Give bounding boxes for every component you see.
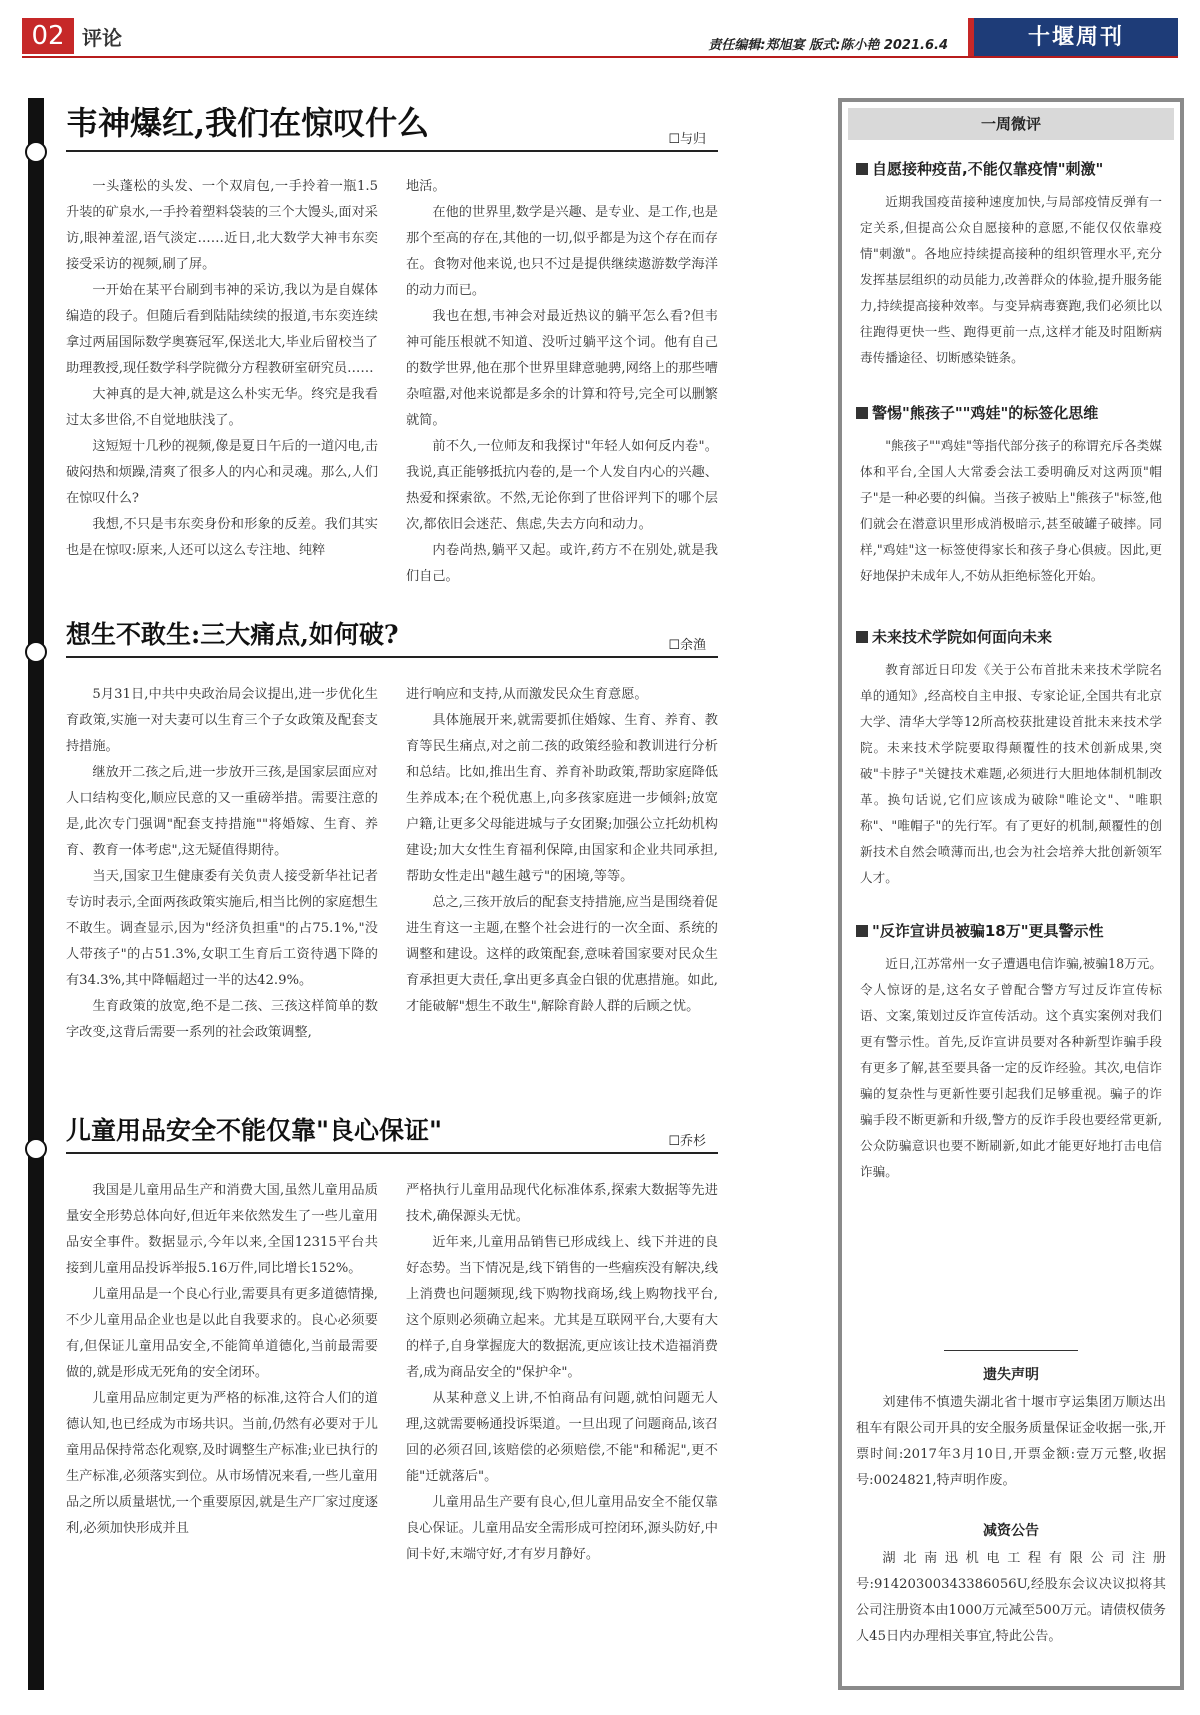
- paragraph: 大神真的是大神,就是这么朴实无华。终究是我看过太多世俗,不自觉地肤浅了。: [66, 387, 378, 428]
- paragraph: 进行响应和支持,从而激发民众生育意愿。: [406, 687, 648, 702]
- paragraph: 地活。: [406, 179, 446, 194]
- paragraph: 总之,三孩开放后的配套支持措施,应当是围绕着促进生育这一主题,在整个社会进行的一次全面、系统的调整和建设。这样的政策配套,意味着国家要对民众生育承担更大责任,拿出更多真金白银的优惠措施。如此,才能破解"想生不敢生",解除育龄人群的后顾之忧。: [406, 895, 718, 1014]
- notice-heading: 遗失声明: [983, 1367, 1039, 1383]
- sidebar-divider: [944, 1350, 1078, 1351]
- rail-dot: [25, 141, 47, 163]
- commentary-text: 近期我国疫苗接种速度加快,与局部疫情反弹有一定关系,但提高公众自愿接种的意愿,不能仅仅依靠疫情"刺激"。各地应持续提高接种的组织管理水平,充分发挥基层组织的动员能力,改善群众的体验,提升服务能力,持续提高接种效率。与变异病毒赛跑,我们必须比以往跑得更快一些、跑得更前一点,这样才能及时阻断病毒传播途径、切断感染链条。: [860, 194, 1162, 365]
- rail-dot: [25, 641, 47, 663]
- article-title: 想生不敢生:三大痛点,如何破?: [66, 620, 399, 649]
- paragraph: 儿童用品是一个良心行业,需要具有更多道德情操,不少儿童用品企业也是以此自我要求的。良心必须要有,但保证儿童用品安全,不能简单道德化,当前最需要做的,就是形成无死角的安全闭环。: [66, 1287, 378, 1380]
- left-rail: [28, 98, 44, 1690]
- article-title: 韦神爆红,我们在惊叹什么: [66, 104, 430, 142]
- notice-text: 刘建伟不慎遗失湖北省十堰市亨运集团万顺达出租车有限公司开具的安全服务质量保证金收据一张,开票时间:2017年3月10日,开票金额:壹万元整,收据号:0024821,特声明作废。: [856, 1395, 1166, 1488]
- title-rule: [66, 656, 718, 658]
- article-column-right: [406, 1178, 718, 1568]
- paragraph: 儿童用品应制定更为严格的标准,这符合人们的道德认知,也已经成为市场共识。当前,仍然有必要对于儿童用品保持常态化观察,及时调整生产标准;业已执行的生产标准,必须落实到位。从市场情况来看,一些儿童用品之所以质量堪忧,一个重要原因,就是生产厂家过度逐利,必须加快形成并且: [66, 1391, 378, 1536]
- masthead-logo: 十堰周刊: [968, 18, 1178, 56]
- square-bullet-icon: [856, 407, 868, 419]
- paragraph: 一开始在某平台刷到韦神的采访,我以为是自媒体编造的段子。但随后看到陆陆续续的报道,韦东奕连续拿过两届国际数学奥赛冠军,保送北大,毕业后留校当了助理教授,现任数学科学院微分方程教研室研究员……: [66, 283, 378, 376]
- article-wei-shen: [66, 104, 718, 584]
- commentary-heading: 警惕"熊孩子""鸡娃"的标签化思维: [856, 402, 1166, 423]
- title-rule: [66, 1152, 718, 1154]
- paragraph: 继放开二孩之后,进一步放开三孩,是国家层面应对人口结构变化,顺应民意的又一重磅举措。需要注意的是,此次专门强调"配套支持措施""将婚嫁、生育、养育、教育一体考虑",这无疑值得期待。: [66, 765, 378, 858]
- article-column-right: [406, 174, 718, 590]
- commentary-text: "熊孩子""鸡娃"等指代部分孩子的称谓充斥各类媒体和平台,全国人大常委会法工委明确反对这两顶"帽子"是一种必要的纠偏。当孩子被贴上"熊孩子"标签,他们就会在潜意识里形成消极暗示,甚至破罐子破摔。同样,"鸡娃"这一标签使得家长和孩子身心俱疲。因此,更好地保护未成年人,不妨从拒绝标签化开始。: [860, 438, 1162, 583]
- sidebar-title: 一周微评: [848, 108, 1174, 140]
- commentary-item: [856, 626, 1166, 891]
- paragraph: 我国是儿童用品生产和消费大国,虽然儿童用品质量安全形势总体向好,但近年来依然发生了一些儿童用品安全事件。数据显示,今年以来,全国12315平台共接到儿童用品投诉举报5.16万件,同比增长152%。: [66, 1183, 378, 1276]
- article-column-left: [66, 174, 378, 590]
- section-label: 评论: [82, 26, 122, 50]
- article-byline: ☐乔杉: [668, 1134, 706, 1149]
- paragraph: 近年来,儿童用品销售已形成线上、线下并进的良好态势。当下情况是,线下销售的一些痼疾没有解决,线上消费也问题频现,线下购物找商场,线上购物找平台,这个原则必须确立起来。尤其是互联网平台,大要有大的样子,自身掌握庞大的数据流,更应该让技术造福消费者,成为商品安全的"保护伞"。: [406, 1235, 718, 1380]
- paragraph: 一头蓬松的头发、一个双肩包,一手拎着一瓶1.5升装的矿泉水,一手拎着塑料袋装的三个大馒头,面对采访,眼神羞涩,语气淡定……近日,北大数学大神韦东奕接受采访的视频,刷了屏。: [66, 179, 378, 272]
- notice-heading: 减资公告: [983, 1523, 1039, 1539]
- title-rule: [66, 150, 718, 152]
- commentary-item: [856, 920, 1166, 1185]
- notice-text: 湖北南迅机电工程有限公司注册号:91420300343386056U,经股东会议决议拟将其公司注册资本由1000万元减至500万元。请债权债务人45日内办理相关事宜,特此公告。: [856, 1551, 1166, 1644]
- paragraph: 内卷尚热,躺平又起。或许,药方不在别处,就是我们自己。: [406, 543, 718, 584]
- capital-reduction-notice: [856, 1520, 1166, 1650]
- paragraph: 严格执行儿童用品现代化标准体系,探索大数据等先进技术,确保源头无忧。: [406, 1183, 718, 1224]
- commentary-text: 教育部近日印发《关于公布首批未来技术学院名单的通知》,经高校自主申报、专家论证,全国共有北京大学、清华大学等12所高校获批建设首批未来技术学院。未来技术学院要取得颠覆性的技术创新成果,突破"卡脖子"关键技术难题,必须进行大胆地体制机制改革。换句话说,它们应该成为破除"唯论文"、"唯职称"、"唯帽子"的先行军。有了更好的机制,颠覆性的创新技术自然会喷薄而出,也会为社会培养大批创新领军人才。: [860, 662, 1162, 885]
- article-byline: ☐与归: [668, 132, 706, 147]
- article-column-left: [66, 1178, 378, 1568]
- paragraph: 在他的世界里,数学是兴趣、是专业、是工作,也是那个至高的存在,其他的一切,似乎都是为这个存在而存在。食物对他来说,也只不过是提供继续遨游数学海洋的动力而已。: [406, 205, 718, 298]
- commentary-heading: "反诈宣讲员被骗18万"更具警示性: [856, 920, 1166, 941]
- rail-dot: [25, 1138, 47, 1160]
- paragraph: 当天,国家卫生健康委有关负责人接受新华社记者专访时表示,全面两孩政策实施后,相当比例的家庭想生不敢生。调查显示,因为"经济负担重"的占75.1%,"没人带孩子"的占51.3%,女职工生育后工资待遇下降的有34.3%,其中降幅超过一半的达42.9%。: [66, 869, 378, 988]
- paragraph: 这短短十几秒的视频,像是夏日午后的一道闪电,击破闷热和烦躁,清爽了很多人的内心和灵魂。那么,人们在惊叹什么?: [66, 439, 378, 506]
- paragraph: 生育政策的放宽,绝不是二孩、三孩这样简单的数字改变,这背后需要一系列的社会政策调整,: [66, 999, 378, 1040]
- commentary-heading: 未来技术学院如何面向未来: [856, 626, 1166, 647]
- commentary-text: 近日,江苏常州一女子遭遇电信诈骗,被骗18万元。令人惊讶的是,这名女子曾配合警方写过反诈宣传标语、文案,策划过反诈宣传活动。这个真实案例对我们更有警示性。首先,反诈宣讲员要对各种新型诈骗手段有更多了解,甚至要具备一定的反诈经验。其次,电信诈骗的复杂性与更新性要引起我们足够重视。骗子的诈骗手段不断更新和升级,警方的反诈手段也要经常更新,公众防骗意识也要不断刷新,如此才能更好地打击电信诈骗。: [860, 956, 1162, 1179]
- article-three-child-policy: [66, 620, 718, 1080]
- article-child-product-safety: [66, 1116, 718, 1696]
- paragraph: 前不久,一位师友和我探讨"年轻人如何反内卷"。我说,真正能够抵抗内卷的,是一个人发自内心的兴趣、热爱和探索欲。不然,无论你到了世俗评判下的哪个层次,都依旧会迷茫、焦虑,失去方向和动力。: [406, 439, 718, 532]
- article-byline: ☐余渔: [668, 638, 706, 653]
- editor-credits: 责任编辑:郑旭宴 版式:陈小艳 2021.6.4: [708, 38, 948, 53]
- article-column-right: [406, 682, 718, 1046]
- square-bullet-icon: [856, 925, 868, 937]
- paragraph: 具体施展开来,就需要抓住婚嫁、生育、养育、教育等民生痛点,对之前二孩的政策经验和教训进行分析和总结。比如,推出生育、养育补助政策,帮助家庭降低生养成本;在个税优惠上,向多孩家庭进一步倾斜;放宽户籍,让更多父母能进城与子女团聚;加强公立托幼机构建设;加大女性生育福利保障,由国家和企业共同承担,帮助女性走出"越生越亏"的困境,等等。: [406, 713, 718, 884]
- paragraph: 我想,不只是韦东奕身份和形象的反差。我们其实也是在惊叹:原来,人还可以这么专注地、纯粹: [66, 517, 378, 558]
- paragraph: 我也在想,韦神会对最近热议的躺平怎么看?但韦神可能压根就不知道、没听过躺平这个词。他有自己的数学世界,他在那个世界里肆意驰骋,网络上的那些嘈杂喧嚣,对他来说都是多余的计算和符号,完全可以删繁就简。: [406, 309, 718, 428]
- paragraph: 5月31日,中共中央政治局会议提出,进一步优化生育政策,实施一对夫妻可以生育三个子女政策及配套支持措施。: [66, 687, 378, 754]
- article-column-left: [66, 682, 378, 1046]
- commentary-item: [856, 158, 1166, 371]
- commentary-item: [856, 402, 1166, 589]
- square-bullet-icon: [856, 163, 868, 175]
- page-number: 02: [22, 18, 74, 54]
- page-header: [22, 18, 1178, 58]
- lost-notice: [856, 1364, 1166, 1494]
- weekly-commentary-sidebar: [838, 98, 1184, 1690]
- paragraph: 从某种意义上讲,不怕商品有问题,就怕问题无人理,这就需要畅通投诉渠道。一旦出现了问题商品,该召回的必须召回,该赔偿的必须赔偿,不能"和稀泥",更不能"迁就落后"。: [406, 1391, 718, 1484]
- square-bullet-icon: [856, 631, 868, 643]
- paragraph: 儿童用品生产要有良心,但儿童用品安全不能仅靠良心保证。儿童用品安全需形成可控闭环,源头防好,中间卡好,末端守好,才有岁月静好。: [406, 1495, 718, 1562]
- commentary-heading: 自愿接种疫苗,不能仅靠疫情"刺激": [856, 158, 1166, 179]
- article-title: 儿童用品安全不能仅靠"良心保证": [66, 1116, 443, 1145]
